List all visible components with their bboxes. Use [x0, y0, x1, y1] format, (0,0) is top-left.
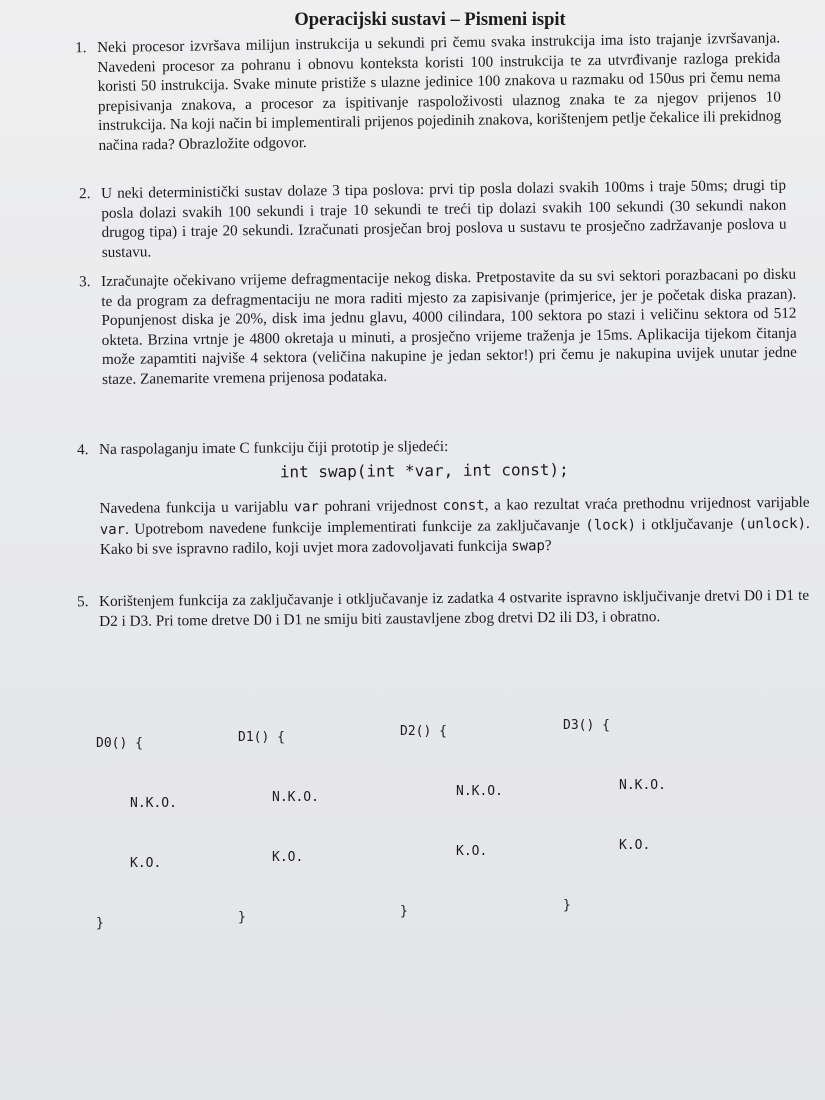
text-part: , a kao rezultat vraća prethodnu vrijednost varijable — [484, 493, 810, 514]
thread-header: D1() { — [238, 730, 285, 745]
task-1 — [75, 28, 782, 155]
thread-ncs: N.K.O. — [619, 778, 666, 793]
text-part: Navedena funkcija u varijablu — [99, 498, 294, 518]
thread-d1-code — [238, 688, 319, 968]
thread-header: D0() { — [96, 736, 143, 751]
task-description — [100, 493, 811, 561]
code-var: var — [99, 521, 126, 538]
code-swap: swap — [511, 538, 545, 555]
text-part: i otključavanje — [635, 515, 739, 534]
task-3 — [79, 265, 797, 390]
code-unlock: (unlock) — [738, 515, 807, 533]
exam-title: Operacijski sustavi – Pismeni ispit — [294, 10, 566, 30]
thread-close: } — [238, 910, 246, 925]
task-5 — [77, 586, 810, 631]
task-text: Korištenjem funkcija za zaključavanje i otključavanje iz zadatka 4 ostvarite ispravno isključivanje dretvi D0 i D1 te D2 i D3. Pri tome dretve D0 i D1 ne smiju biti zaustavljene zbog dretvi D2 ili D3, i obratno. — [99, 586, 810, 630]
text-part: pohrani vrijednost — [318, 497, 443, 516]
thread-cs: K.O. — [619, 838, 651, 853]
text-part: . Kako bi sve ispravno radilo, koji uvjet mora zadovoljavati funkcija — [99, 514, 810, 559]
thread-header: D2() { — [400, 724, 447, 739]
task-number: 2. — [79, 185, 91, 203]
text-part: ? — [544, 537, 552, 555]
thread-cs: K.O. — [272, 850, 304, 865]
thread-d3-code — [563, 676, 666, 956]
thread-close: } — [96, 916, 104, 931]
task-number: 1. — [75, 39, 87, 57]
thread-close: } — [563, 898, 571, 913]
thread-cs: K.O. — [456, 844, 488, 859]
thread-ncs: N.K.O. — [272, 790, 319, 805]
task-4 — [77, 434, 810, 561]
thread-header: D3() { — [563, 718, 610, 733]
function-prototype: int swap(int *var, int const); — [279, 459, 569, 482]
code-const: const — [442, 497, 485, 515]
task-text: U neki deterministički sustav dolaze 3 tipa poslova: prvi tip posla dolazi svakih 100ms i traje 50ms; drugi tip posla dolazi svakih 100 sekundi i traje 10 sekundi te treći tip dolazi svakih 100 sekundi (30 sekundi nakon drugog tipa) i traje 20 sekundi. Izračunati prosječan broj poslova u sustavu te prosječno zadržavanje poslova u sustavu. — [101, 176, 787, 261]
thread-d2-code — [400, 682, 503, 962]
task-intro: Na raspolaganju imate C funkciju čiji prototip je sljedeći: — [99, 437, 449, 458]
task-number: 3. — [79, 273, 91, 291]
thread-d0-code — [96, 694, 177, 974]
task-text: Izračunajte očekivano vrijeme defragmentacije nekog diska. Pretpostavite da su svi sektori porazbacani po disku te da program za defragmentaciju ne mora raditi mjesto za zapisivanje (primjerice, jer je početak diska prazan). Popunjenost diska je 20%, disk ima jednu glavu, 4000 cilindara, 100 sektora po stazi i veličinu sektora od 512 okteta. Brzina vrtnje je 4800 okretaja u minuti, a prosječno vrijeme traženja je 15ms. Aplikacija tijekom čitanja može zapamtiti najviše 4 sektora (veličina nakupine je jedan sektor!) pri čemu je nakupina uvijek unutar jedne staze. Zanemarite vremena prijenosa podataka. — [101, 265, 797, 388]
task-number: 5. — [77, 593, 89, 611]
thread-close: } — [400, 904, 408, 919]
thread-ncs: N.K.O. — [456, 784, 503, 799]
thread-cs: K.O. — [130, 856, 162, 871]
task-2 — [79, 176, 787, 263]
code-lock: (lock) — [585, 517, 637, 534]
code-var: var — [293, 499, 320, 516]
thread-ncs: N.K.O. — [130, 796, 177, 811]
task-text: Neki procesor izvršava milijun instrukcija u sekundi pri čemu svaka instrukcija ima isto trajanje izvršavanja. Navedeni procesor za pohranu i obnovu konteksta koristi 100 instrukcija te za utvrđivanje razloga prekida koristi 50 instrukcija. Svake minute pristiže s ulazne jedinice 100 znakova u razmaku od 150us pri čemu nema prepisivanja znakova, a procesor za ispitivanje raspoloživosti ulaznog znaka te za njegov prijenos 10 instrukcija. Na koji način bi implementirali prijenos pojedinih znakova, korištenjem petlje čekalice ili prekidnog načina rada? Obrazložite odgovor. — [97, 29, 782, 154]
task-number: 4. — [77, 441, 89, 459]
text-part: . Upotrebom navedene funkcije implementirati funkcije za zaključavanje — [125, 516, 586, 538]
